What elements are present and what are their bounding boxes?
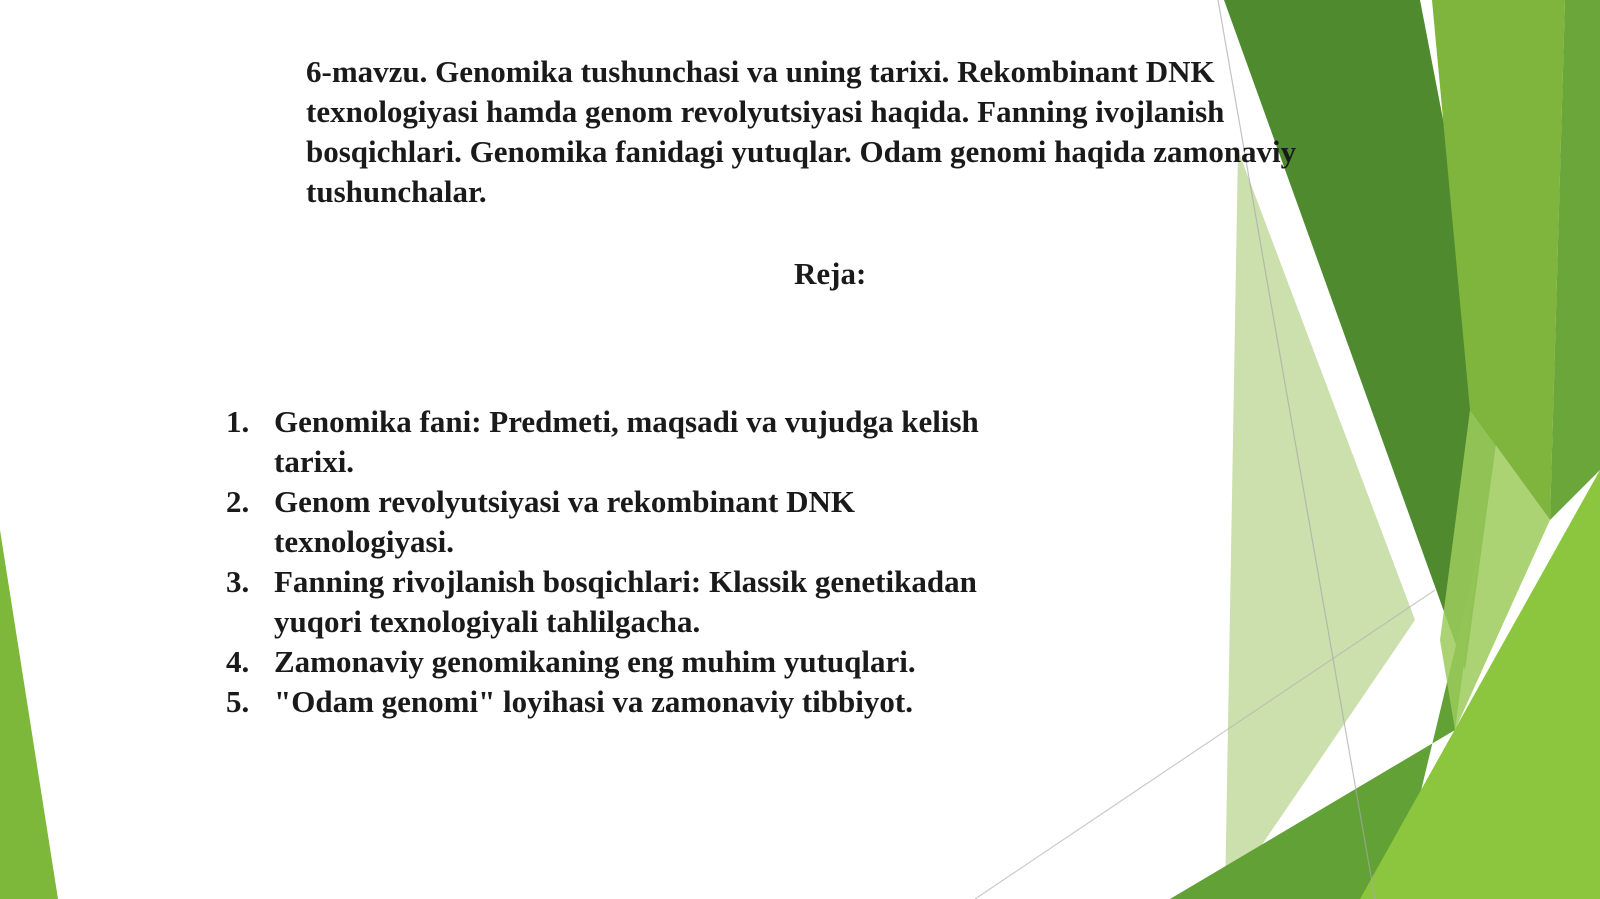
plan-item-number: 1.	[226, 404, 250, 439]
plan-item-text: Zamonaviy genomikaning eng muhim yutuqlari.	[274, 644, 916, 679]
plan-item-5	[226, 682, 1006, 722]
plan-item-number: 5.	[226, 684, 250, 719]
plan-item-number: 4.	[226, 644, 250, 679]
plan-item-number: 3.	[226, 564, 250, 599]
plan-item-3	[226, 562, 1006, 642]
plan-item-number: 2.	[226, 484, 250, 519]
slide-title: 6-mavzu. Genomika tushunchasi va uning tarixi. Rekombinant DNK texnologiyasi hamda genom revolyutsiyasi haqida. Fanning ivojlanish bosqichlari. Genomika fanidagi yutuqlar. Odam genomi haqida zamonaviy tushunchalar.	[306, 54, 1297, 209]
plan-item-1	[226, 402, 1006, 482]
plan-item-4	[226, 642, 1006, 682]
plan-item-2	[226, 482, 1006, 562]
left-green-triangle	[0, 530, 58, 899]
plan-item-text: "Odam genomi" loyihasi va zamonaviy tibbiyot.	[274, 684, 913, 719]
plan-list	[226, 402, 1006, 722]
plan-heading: Reja:	[794, 256, 867, 291]
plan-item-text: Fanning rivojlanish bosqichlari: Klassik genetikadan yuqori texnologiyali tahlilgacha.	[274, 564, 977, 639]
plan-item-text: Genom revolyutsiyasi va rekombinant DNK texnologiyasi.	[274, 484, 855, 559]
plan-item-text: Genomika fani: Predmeti, maqsadi va vujudga kelish tarixi.	[274, 404, 979, 479]
